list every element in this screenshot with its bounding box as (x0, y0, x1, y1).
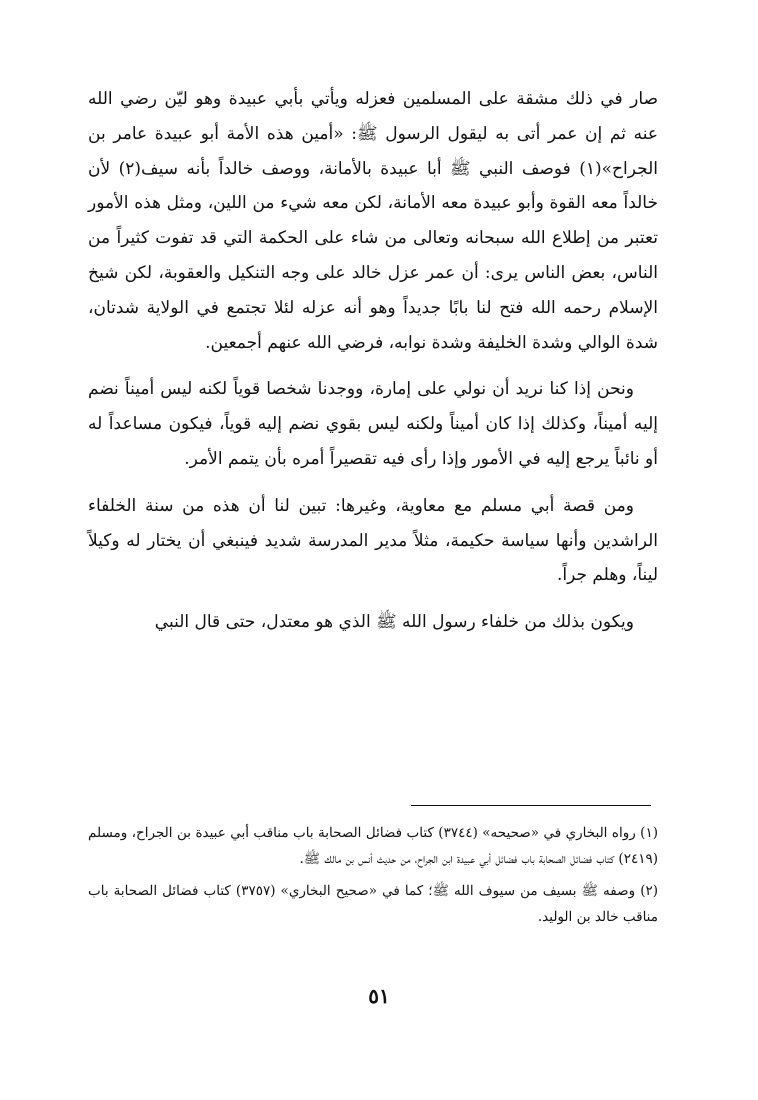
main-text (88, 82, 658, 640)
paragraph-2: ونحن إذا كنا نريد أن نولي على إمارة، ووجدنا شخصا قوياً لكنه ليس أميناً نضم إليه أميناً، وكذلك إذا كان أميناً ولكنه ليس بقوي نضم إليه قوياً، فيكون مساعداً له أو نائباً يرجع إليه في الأمور وإذا رأى فيه تقصيراً أمره بأن يتمم الأمر. (88, 379, 658, 469)
paragraph-1: صار في ذلك مشقة على المسلمين فعزله ويأتي بأبي عبيدة وهو ليّن رضي الله عنه ثم إن عمر أتى به ليقول الرسول ﷺ: «أمين هذه الأمة أبو عبيدة عامر بن الجراح»(١) فوصف النبي ﷺ أبا عبيدة بالأمانة، ووصف خالداً بأنه سيف(٢) لأن خالداً معه القوة وأبو عبيدة معه الأمانة، لكن معه شيء من اللين، ومثل هذه الأمور تعتبر من إطلاع الله سبحانه وتعالى من شاء على الحكمة التي قد تفوت كثيراً من الناس، بعض الناس يرى: أن عمر عزل خالد على وجه التنكيل والعقوبة، لكن شيخ الإسلام رحمه الله فتح لنا بابًا جديداً وهو أنه عزله لئلا تجتمع في الولاية شدتان، شدة الوالي وشدة الخليفة وشدة نوابه، فرضي الله عنهم أجمعين. (88, 89, 659, 353)
footnote-divider (411, 805, 651, 806)
footnotes (88, 820, 658, 936)
paragraph-3: ومن قصة أبي مسلم مع معاوية، وغيرها: تبين لنا أن هذه من سنة الخلفاء الراشدين وأنها سياسة حكيمة، مثلاً مدير المدرسة شديد فينبغي أن يختار له وكيلاً ليناً، وهلم جراً. (88, 495, 658, 586)
footnote-2: (٢) وصفه ﷺ بسيف من سيوف الله ﷺ؛ كما في «صحيح البخاري» (٣٧٥٧) كتاب فضائل الصحابة باب مناقب خالد بن الوليد. (88, 883, 659, 925)
footnote-1: (١) رواه البخاري في «صحيحه» (٣٧٤٤) كتاب فضائل الصحابة باب مناقب أبي عبيدة بن الجراح، ومسلم (٢٤١٩) كتاب فضائل الصحابة باب فضائل أبي عبيدة ابن الجراح، من حديث أنس بن مالك ﷺ. (88, 825, 658, 867)
paragraph-4: ويكون بذلك من خلفاء رسول الله ﷺ الذي هو معتدل، حتى قال النبي (154, 612, 634, 633)
page-number: ٥١ (368, 984, 390, 1008)
